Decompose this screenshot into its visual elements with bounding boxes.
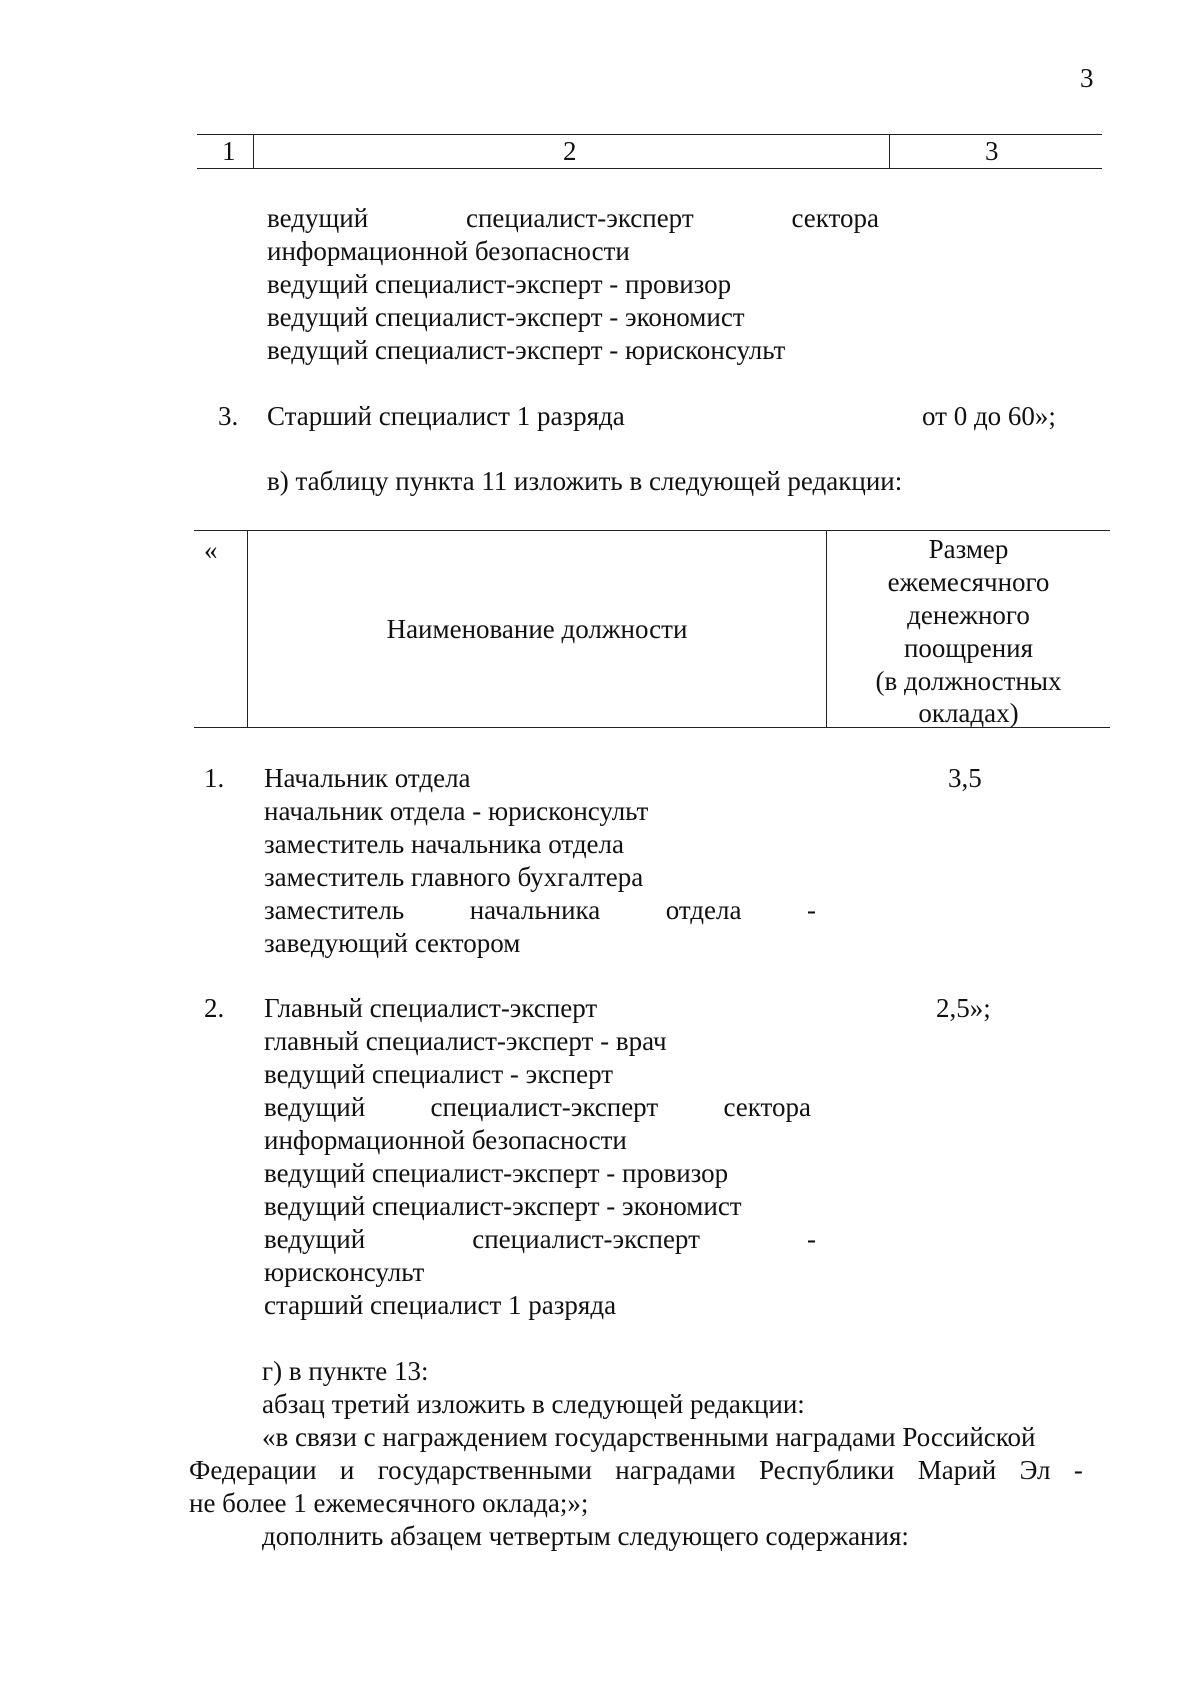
row3-value: от 0 до 60»; — [922, 401, 1056, 431]
continued-list-line-2: информационной безопасности — [267, 236, 630, 266]
continued-list-line-4: ведущий специалист-эксперт - экономист — [267, 302, 745, 332]
clause-g-para-line-2: Федерации и государственными наградами Республики Марий Эл - — [189, 1455, 1083, 1485]
group1-value: 3,5 — [948, 763, 982, 793]
clause-g-para-line-1: «в связи с награждением государственными наградами Российской — [262, 1422, 1036, 1452]
clause-g-para-line-3: не более 1 ежемесячного оклада;»; — [189, 1488, 589, 1518]
table2-col-name: Наименование должности — [386, 614, 688, 644]
continued-list-line-5: ведущий специалист-эксперт - юрисконсульт — [267, 335, 786, 365]
table2-col-size-3: денежного — [907, 600, 1030, 630]
row3-number: 3. — [218, 401, 239, 431]
group1-line-1: Начальник отдела — [264, 763, 471, 793]
top-table-divider-1 — [253, 134, 254, 168]
table2-col-size-6: окладах) — [918, 698, 1019, 728]
page-number: 3 — [1080, 63, 1094, 93]
table2-col-size-4: поощрения — [903, 633, 1034, 663]
group2-line-9: юрисконсульт — [264, 1257, 425, 1287]
group1-line-2: начальник отдела - юрисконсульт — [264, 796, 649, 826]
group2-number: 2. — [204, 993, 225, 1023]
top-table-col2: 2 — [563, 136, 577, 166]
continued-list-line-3: ведущий специалист-эксперт - провизор — [267, 269, 732, 299]
clause-g-line-2: абзац третий изложить в следующей редакции: — [262, 1389, 805, 1419]
top-table-rule-bottom — [197, 168, 1102, 169]
table2-col-size-2: ежемесячного — [887, 567, 1050, 597]
top-table-col3: 3 — [985, 136, 999, 166]
top-table-col1: 1 — [222, 136, 236, 166]
table2-rule-top — [194, 530, 1110, 531]
group2-line-8: ведущий специалист-эксперт - — [264, 1224, 816, 1254]
group1-line-6: заведующий сектором — [264, 928, 521, 958]
clause-g-line-1: г) в пункте 13: — [262, 1356, 429, 1386]
group2-line-3: ведущий специалист - эксперт — [264, 1059, 614, 1089]
clause-v: в) таблицу пункта 11 изложить в следующей редакции: — [267, 466, 903, 496]
group2-line-5: информационной безопасности — [264, 1125, 627, 1155]
group2-line-1: Главный специалист-эксперт — [264, 993, 598, 1023]
group1-number: 1. — [204, 763, 225, 793]
table2-col-size-5: (в должностных — [875, 666, 1062, 696]
table2-col-size-1: Размер — [928, 534, 1009, 564]
continued-list-line-1: ведущий специалист-эксперт сектора — [267, 203, 879, 233]
table2-open-quote: « — [204, 535, 218, 565]
group2-line-7: ведущий специалист-эксперт - экономист — [264, 1191, 742, 1221]
clause-g-last-line: дополнить абзацем четвертым следующего содержания: — [262, 1521, 909, 1551]
group2-line-6: ведущий специалист-эксперт - провизор — [264, 1158, 729, 1188]
group2-value: 2,5»; — [936, 993, 991, 1023]
group2-line-2: главный специалист-эксперт - врач — [264, 1026, 667, 1056]
group2-line-4: ведущий специалист-эксперт сектора — [264, 1092, 811, 1122]
top-table-divider-2 — [889, 134, 890, 168]
group1-line-3: заместитель начальника отдела — [264, 829, 624, 859]
group1-line-4: заместитель главного бухгалтера — [264, 862, 644, 892]
group2-line-10: старший специалист 1 разряда — [264, 1290, 617, 1320]
group1-line-5: заместитель начальника отдела - — [264, 895, 816, 925]
row3-title: Старший специалист 1 разряда — [267, 401, 625, 431]
top-table-rule-top — [197, 134, 1102, 135]
